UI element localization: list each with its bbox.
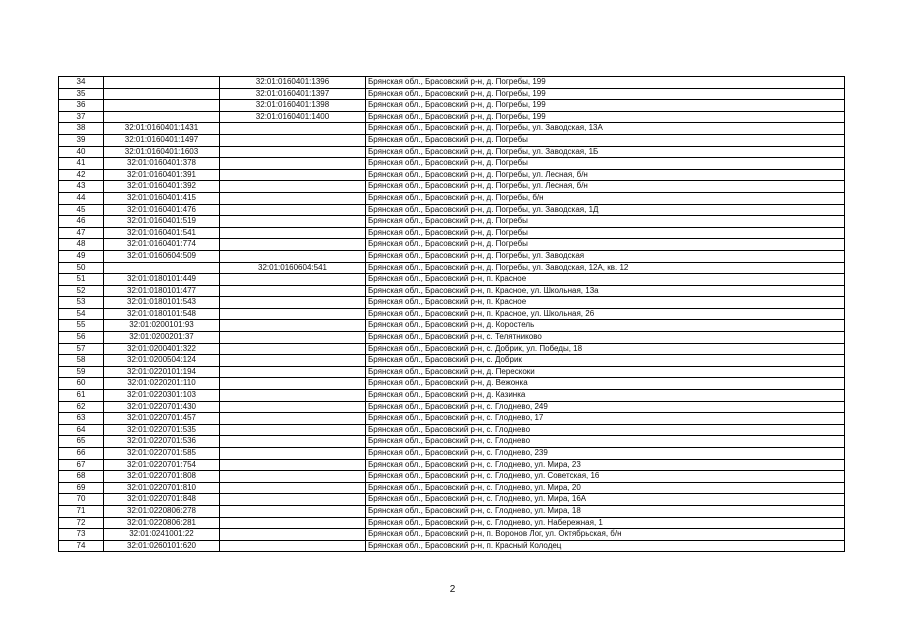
row-number-cell: 67 [59, 459, 104, 471]
building-cadastral-number-cell [220, 366, 366, 378]
row-number-cell: 54 [59, 308, 104, 320]
table-row [59, 77, 845, 89]
address-cell: Брянская обл., Брасовский р-н, с. Добрик, ул. Победы, 18 [366, 343, 845, 355]
address-cell: Брянская обл., Брасовский р-н, д. Погребы, ул. Заводская, 13А [366, 123, 845, 135]
row-number-cell: 38 [59, 123, 104, 135]
table-row [59, 540, 845, 552]
table-body [59, 77, 845, 552]
cadastral-number-cell: 32:01:0180101:449 [104, 274, 220, 286]
table-row [59, 274, 845, 286]
address-cell: Брянская обл., Брасовский р-н, д. Коростель [366, 320, 845, 332]
building-cadastral-number-cell [220, 413, 366, 425]
table-row [59, 227, 845, 239]
building-cadastral-number-cell [220, 204, 366, 216]
table-row [59, 332, 845, 344]
row-number-cell: 53 [59, 297, 104, 309]
row-number-cell: 51 [59, 274, 104, 286]
row-number-cell: 69 [59, 482, 104, 494]
table-row [59, 297, 845, 309]
address-cell: Брянская обл., Брасовский р-н, д. Погребы, ул. Заводская, 1Д [366, 204, 845, 216]
address-cell: Брянская обл., Брасовский р-н, д. Погребы, 199 [366, 88, 845, 100]
cadastral-number-cell: 32:01:0220701:808 [104, 471, 220, 483]
address-cell: Брянская обл., Брасовский р-н, п. Красное, ул. Школьная, 13а [366, 285, 845, 297]
row-number-cell: 74 [59, 540, 104, 552]
cadastral-number-cell: 32:01:0220701:535 [104, 424, 220, 436]
row-number-cell: 45 [59, 204, 104, 216]
cadastral-number-cell: 32:01:0220806:281 [104, 517, 220, 529]
table-row [59, 366, 845, 378]
building-cadastral-number-cell: 32:01:0160401:1396 [220, 77, 366, 89]
row-number-cell: 40 [59, 146, 104, 158]
row-number-cell: 39 [59, 134, 104, 146]
address-cell: Брянская обл., Брасовский р-н, д. Вежонка [366, 378, 845, 390]
row-number-cell: 61 [59, 390, 104, 402]
address-cell: Брянская обл., Брасовский р-н, д. Казинка [366, 390, 845, 402]
row-number-cell: 65 [59, 436, 104, 448]
building-cadastral-number-cell [220, 181, 366, 193]
table-row [59, 181, 845, 193]
table-row [59, 204, 845, 216]
row-number-cell: 66 [59, 448, 104, 460]
building-cadastral-number-cell [220, 471, 366, 483]
table-row [59, 216, 845, 228]
row-number-cell: 72 [59, 517, 104, 529]
table-row [59, 448, 845, 460]
table-row [59, 192, 845, 204]
address-cell: Брянская обл., Брасовский р-н, д. Погребы [366, 227, 845, 239]
building-cadastral-number-cell [220, 285, 366, 297]
table-row [59, 355, 845, 367]
cadastral-number-cell: 32:01:0160401:391 [104, 169, 220, 181]
cadastral-number-cell [104, 100, 220, 112]
cadastral-number-cell: 32:01:0220301:103 [104, 390, 220, 402]
table-row [59, 529, 845, 541]
building-cadastral-number-cell [220, 494, 366, 506]
cadastral-number-cell: 32:01:0200201:37 [104, 332, 220, 344]
cadastral-number-cell [104, 262, 220, 274]
address-cell: Брянская обл., Брасовский р-н, д. Погребы, ул. Лесная, б/н [366, 181, 845, 193]
cadastral-number-cell: 32:01:0160401:1497 [104, 134, 220, 146]
address-cell: Брянская обл., Брасовский р-н, п. Красное, ул. Школьная, 26 [366, 308, 845, 320]
table-row [59, 482, 845, 494]
building-cadastral-number-cell [220, 123, 366, 135]
cadastral-number-cell: 32:01:0220201:110 [104, 378, 220, 390]
row-number-cell: 34 [59, 77, 104, 89]
building-cadastral-number-cell [220, 517, 366, 529]
building-cadastral-number-cell [220, 250, 366, 262]
table-row [59, 436, 845, 448]
cadastral-number-cell [104, 111, 220, 123]
building-cadastral-number-cell: 32:01:0160604:541 [220, 262, 366, 274]
building-cadastral-number-cell [220, 134, 366, 146]
table-row [59, 378, 845, 390]
building-cadastral-number-cell [220, 401, 366, 413]
cadastral-number-cell: 32:01:0220701:536 [104, 436, 220, 448]
cadastral-number-cell: 32:01:0160401:1603 [104, 146, 220, 158]
table-row [59, 424, 845, 436]
address-cell: Брянская обл., Брасовский р-н, д. Погребы [366, 134, 845, 146]
cadastral-number-cell: 32:01:0241001:22 [104, 529, 220, 541]
building-cadastral-number-cell [220, 158, 366, 170]
table-row [59, 111, 845, 123]
row-number-cell: 59 [59, 366, 104, 378]
row-number-cell: 60 [59, 378, 104, 390]
table-row [59, 123, 845, 135]
row-number-cell: 68 [59, 471, 104, 483]
address-cell: Брянская обл., Брасовский р-н, п. Красное [366, 274, 845, 286]
building-cadastral-number-cell [220, 482, 366, 494]
row-number-cell: 44 [59, 192, 104, 204]
address-cell: Брянская обл., Брасовский р-н, д. Погребы, ул. Лесная, б/н [366, 169, 845, 181]
address-cell: Брянская обл., Брасовский р-н, д. Погребы, 199 [366, 77, 845, 89]
table-row [59, 390, 845, 402]
row-number-cell: 62 [59, 401, 104, 413]
row-number-cell: 50 [59, 262, 104, 274]
building-cadastral-number-cell: 32:01:0160401:1397 [220, 88, 366, 100]
cadastral-number-cell [104, 88, 220, 100]
table-row [59, 169, 845, 181]
building-cadastral-number-cell [220, 540, 366, 552]
cadastral-number-cell: 32:01:0200101:93 [104, 320, 220, 332]
building-cadastral-number-cell [220, 192, 366, 204]
cadastral-number-cell: 32:01:0160401:476 [104, 204, 220, 216]
address-cell: Брянская обл., Брасовский р-н, с. Глоднево, ул. Мира, 20 [366, 482, 845, 494]
address-cell: Брянская обл., Брасовский р-н, с. Добрик [366, 355, 845, 367]
building-cadastral-number-cell [220, 239, 366, 251]
table-row [59, 401, 845, 413]
address-cell: Брянская обл., Брасовский р-н, д. Погребы, ул. Заводская, 1Б [366, 146, 845, 158]
cadastral-number-cell: 32:01:0220701:848 [104, 494, 220, 506]
row-number-cell: 36 [59, 100, 104, 112]
building-cadastral-number-cell [220, 448, 366, 460]
cadastral-number-cell: 32:01:0160604:509 [104, 250, 220, 262]
address-cell: Брянская обл., Брасовский р-н, с. Глоднево, 239 [366, 448, 845, 460]
cadastral-number-cell: 32:01:0160401:541 [104, 227, 220, 239]
building-cadastral-number-cell [220, 297, 366, 309]
cadastral-number-cell: 32:01:0220701:585 [104, 448, 220, 460]
cadastral-number-cell: 32:01:0260101:620 [104, 540, 220, 552]
row-number-cell: 35 [59, 88, 104, 100]
cadastral-number-cell: 32:01:0220701:430 [104, 401, 220, 413]
address-cell: Брянская обл., Брасовский р-н, п. Красное [366, 297, 845, 309]
building-cadastral-number-cell [220, 320, 366, 332]
cadastral-number-cell: 32:01:0200504:124 [104, 355, 220, 367]
table-row [59, 88, 845, 100]
table-row [59, 413, 845, 425]
cadastral-number-cell: 32:01:0220701:810 [104, 482, 220, 494]
building-cadastral-number-cell [220, 529, 366, 541]
table-row [59, 158, 845, 170]
table-row [59, 250, 845, 262]
table-row [59, 262, 845, 274]
table-row [59, 471, 845, 483]
address-cell: Брянская обл., Брасовский р-н, д. Погребы [366, 216, 845, 228]
row-number-cell: 42 [59, 169, 104, 181]
address-cell: Брянская обл., Брасовский р-н, с. Глоднево, 17 [366, 413, 845, 425]
building-cadastral-number-cell: 32:01:0160401:1400 [220, 111, 366, 123]
cadastral-number-cell: 32:01:0160401:378 [104, 158, 220, 170]
address-cell: Брянская обл., Брасовский р-н, с. Глоднево, ул. Мира, 23 [366, 459, 845, 471]
row-number-cell: 70 [59, 494, 104, 506]
address-cell: Брянская обл., Брасовский р-н, с. Глоднево, ул. Мира, 16А [366, 494, 845, 506]
building-cadastral-number-cell [220, 216, 366, 228]
cadastral-number-cell [104, 77, 220, 89]
address-cell: Брянская обл., Брасовский р-н, с. Глоднево [366, 436, 845, 448]
cadastral-number-cell: 32:01:0160401:415 [104, 192, 220, 204]
row-number-cell: 55 [59, 320, 104, 332]
building-cadastral-number-cell [220, 332, 366, 344]
building-cadastral-number-cell: 32:01:0160401:1398 [220, 100, 366, 112]
address-cell: Брянская обл., Брасовский р-н, с. Глоднево, ул. Советская, 16 [366, 471, 845, 483]
building-cadastral-number-cell [220, 390, 366, 402]
building-cadastral-number-cell [220, 146, 366, 158]
address-cell: Брянская обл., Брасовский р-н, с. Глоднево [366, 424, 845, 436]
address-cell: Брянская обл., Брасовский р-н, д. Погребы, 199 [366, 100, 845, 112]
table-row [59, 100, 845, 112]
table-row [59, 494, 845, 506]
address-cell: Брянская обл., Брасовский р-н, с. Глоднево, ул. Набережная, 1 [366, 517, 845, 529]
address-cell: Брянская обл., Брасовский р-н, д. Перескоки [366, 366, 845, 378]
address-cell: Брянская обл., Брасовский р-н, п. Красный Колодец [366, 540, 845, 552]
page-number: 2 [449, 584, 456, 595]
building-cadastral-number-cell [220, 505, 366, 517]
address-cell: Брянская обл., Брасовский р-н, с. Телятниково [366, 332, 845, 344]
table-row [59, 505, 845, 517]
building-cadastral-number-cell [220, 436, 366, 448]
cadastral-number-cell: 32:01:0180101:548 [104, 308, 220, 320]
row-number-cell: 71 [59, 505, 104, 517]
building-cadastral-number-cell [220, 355, 366, 367]
address-cell: Брянская обл., Брасовский р-н, с. Глоднево, ул. Мира, 18 [366, 505, 845, 517]
row-number-cell: 73 [59, 529, 104, 541]
cadastral-number-cell: 32:01:0180101:477 [104, 285, 220, 297]
building-cadastral-number-cell [220, 343, 366, 355]
building-cadastral-number-cell [220, 424, 366, 436]
row-number-cell: 49 [59, 250, 104, 262]
row-number-cell: 57 [59, 343, 104, 355]
address-cell: Брянская обл., Брасовский р-н, д. Погребы [366, 239, 845, 251]
row-number-cell: 56 [59, 332, 104, 344]
cadastral-table [58, 76, 845, 552]
building-cadastral-number-cell [220, 274, 366, 286]
cadastral-number-cell: 32:01:0160401:519 [104, 216, 220, 228]
row-number-cell: 41 [59, 158, 104, 170]
building-cadastral-number-cell [220, 169, 366, 181]
table-row [59, 239, 845, 251]
cadastral-number-cell: 32:01:0180101:543 [104, 297, 220, 309]
address-cell: Брянская обл., Брасовский р-н, д. Погребы, б/н [366, 192, 845, 204]
table-row [59, 459, 845, 471]
address-cell: Брянская обл., Брасовский р-н, д. Погребы, ул. Заводская [366, 250, 845, 262]
cadastral-number-cell: 32:01:0220701:457 [104, 413, 220, 425]
cadastral-number-cell: 32:01:0220806:278 [104, 505, 220, 517]
row-number-cell: 46 [59, 216, 104, 228]
cadastral-number-cell: 32:01:0160401:392 [104, 181, 220, 193]
address-cell: Брянская обл., Брасовский р-н, с. Глоднево, 249 [366, 401, 845, 413]
building-cadastral-number-cell [220, 378, 366, 390]
row-number-cell: 63 [59, 413, 104, 425]
row-number-cell: 48 [59, 239, 104, 251]
row-number-cell: 58 [59, 355, 104, 367]
table-row [59, 308, 845, 320]
row-number-cell: 52 [59, 285, 104, 297]
table-row [59, 146, 845, 158]
row-number-cell: 43 [59, 181, 104, 193]
address-cell: Брянская обл., Брасовский р-н, п. Воронов Лог, ул. Октябрьская, б/н [366, 529, 845, 541]
cadastral-number-cell: 32:01:0220101:194 [104, 366, 220, 378]
cadastral-number-cell: 32:01:0160401:1431 [104, 123, 220, 135]
address-cell: Брянская обл., Брасовский р-н, д. Погребы, 199 [366, 111, 845, 123]
building-cadastral-number-cell [220, 308, 366, 320]
table-row [59, 320, 845, 332]
table-row [59, 343, 845, 355]
address-cell: Брянская обл., Брасовский р-н, д. Погребы [366, 158, 845, 170]
cadastral-number-cell: 32:01:0220701:754 [104, 459, 220, 471]
table-row [59, 285, 845, 297]
cadastral-number-cell: 32:01:0200401:322 [104, 343, 220, 355]
building-cadastral-number-cell [220, 459, 366, 471]
cadastral-number-cell: 32:01:0160401:774 [104, 239, 220, 251]
row-number-cell: 64 [59, 424, 104, 436]
table-row [59, 517, 845, 529]
building-cadastral-number-cell [220, 227, 366, 239]
row-number-cell: 37 [59, 111, 104, 123]
address-cell: Брянская обл., Брасовский р-н, д. Погребы, ул. Заводская, 12А, кв. 12 [366, 262, 845, 274]
row-number-cell: 47 [59, 227, 104, 239]
table-row [59, 134, 845, 146]
